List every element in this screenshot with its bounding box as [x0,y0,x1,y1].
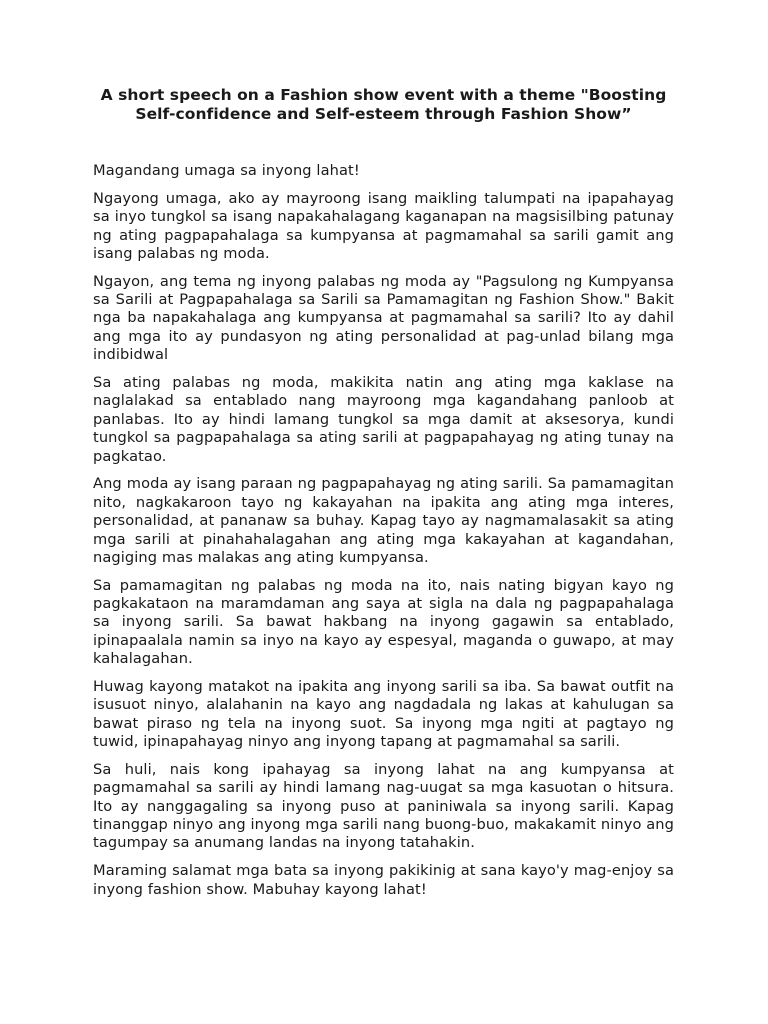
paragraph-theme: Ngayon, ang tema ng inyong palabas ng moda ay "Pagsulong ng Kumpyansa sa Sarili at Pagpapahalaga sa Sarili sa Pamamagitan ng Fashion Show." Bakit nga ba napakahalaga ang kumpyansa at pagmamahal sa sarili? Ito ay dahil ang mga ito ay pundasyon ng ating personalidad at pag-unlad bilang mga indibidwal [93,272,674,364]
paragraph-intro: Ngayong umaga, ako ay mayroong isang maikling talumpati na ipapahayag sa inyo tungkol sa isang napakahalagang kaganapan na magsisilbing patunay ng ating pagpapahalaga sa kumpyansa at pagmamahal sa sarili gamit ang isang palabas ng moda. [93,189,674,262]
paragraph-courage: Huwag kayong matakot na ipakita ang inyong sarili sa iba. Sa bawat outfit na isusuot ninyo, alalahanin na kayo ang nagdadala ng lakas at kahulugan sa bawat piraso ng tela na inyong suot. Sa inyong mga ngiti at pagtayo ng tuwid, ipinapahayag ninyo ang inyong tapang at pagmamahal sa sarili. [93,677,674,751]
paragraph-expression: Ang moda ay isang paraan ng pagpapahayag ng ating sarili. Sa pamamagitan nito, nagkakaroon tayo ng kakayahan na ipakita ang ating mga interes, personalidad, at pananaw sa buhay. Kapag tayo ay nagmamalasakit sa ating mga sarili at pinahahalagahan ang ating mga kakayahan at kagandahan, nagiging mas malakas ang ating kumpyansa. [93,475,674,566]
title-line-2: Self-confidence and Self-esteem through Fashion Show” [135,105,632,123]
paragraph-opportunity: Sa pamamagitan ng palabas ng moda na ito, nais nating bigyan kayo ng pagkakataon na maramdaman ang saya at sigla na dala ng pagpapahalaga sa inyong sarili. Sa bawat hakbang na inyong gagawin sa entablado, ipinapaalala namin sa inyo na kayo ay espesyal, maganda o guwapo, at may kahalagahan. [93,576,674,668]
paragraph-greeting: Magandang umaga sa inyong lahat! [93,162,360,179]
paragraph-runway: Sa ating palabas ng moda, makikita natin ang ating mga kaklase na naglalakad sa entablado nang mayroong mga kagandahang panloob at panlabas. Ito ay hindi lamang tungkol sa mga damit at aksesorya, kundi tungkol sa pagpapahalaga sa ating sarili at pagpapahayag ng ating tunay na pagkatao. [93,373,674,465]
title-line-1: A short speech on a Fashion show event with a theme "Boosting [100,86,667,104]
document-title [81,86,686,124]
paragraph-conclusion: Sa huli, nais kong ipahayag sa inyong lahat na ang kumpyansa at pagmamahal sa sarili ay hindi lamang nag-uugat sa mga kasuotan o hitsura. Ito ay nanggagaling sa inyong puso at paniniwala sa inyong sarili. Kapag tinanggap ninyo ang inyong mga sarili nang buong-buo, makakamit ninyo ang tagumpay sa anumang landas na inyong tatahakin. [93,760,674,852]
paragraph-closing: Maraming salamat mga bata sa inyong pakikinig at sana kayo'y mag-enjoy sa inyong fashion show. Mabuhay kayong lahat! [93,862,674,898]
document-page [93,86,674,908]
